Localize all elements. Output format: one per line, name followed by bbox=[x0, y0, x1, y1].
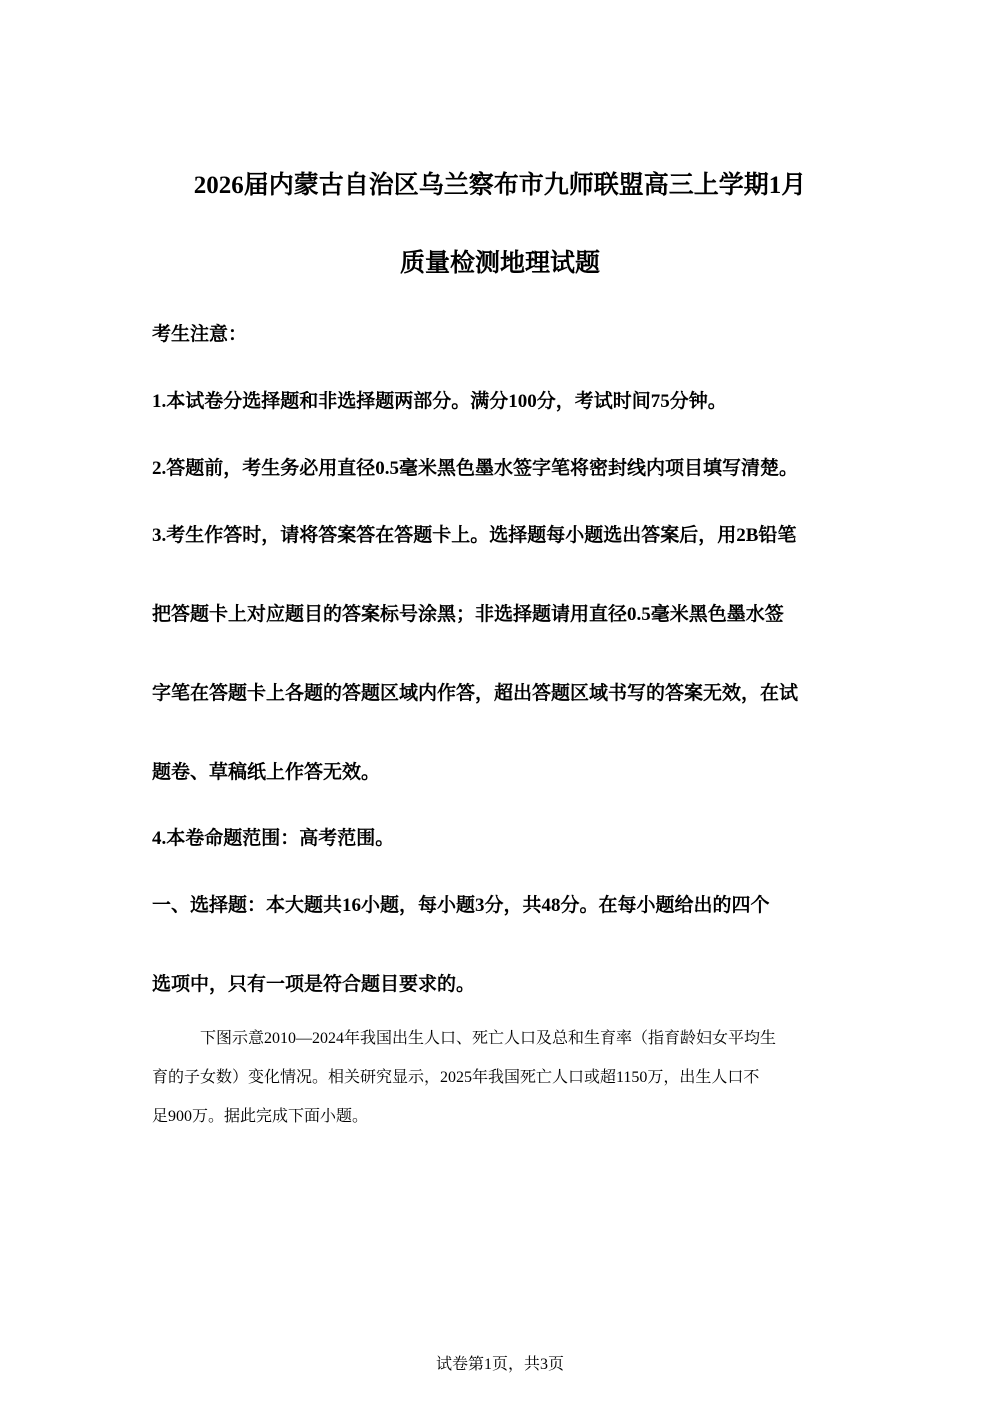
section-heading-line-2: 选项中，只有一项是符合题目要求的。 bbox=[152, 974, 476, 995]
page-footer: 试卷第1页，共3页 bbox=[435, 1356, 564, 1373]
notice-item-4: 4.本卷命题范围：高考范围。 bbox=[152, 828, 395, 849]
notice-item-3-line-1: 3.考生作答时，请将答案答在答题卡上。选择题每小题选出答案后，用2B铅笔 bbox=[152, 525, 797, 546]
notice-heading: 考生注意： bbox=[152, 324, 248, 345]
passage-line-2: 育的子女数）变化情况。相关研究显示，2025年我国死亡人口或超1150万，出生人口不 bbox=[152, 1069, 760, 1086]
exam-title-line-2: 质量检测地理试题 bbox=[399, 250, 600, 277]
passage-line-1: 下图示意2010—2024年我国出生人口、死亡人口及总和生育率（指育龄妇女平均生 bbox=[200, 1030, 777, 1047]
notice-item-3-line-4: 题卷、草稿纸上作答无效。 bbox=[152, 762, 381, 783]
exam-title-line-1: 2026届内蒙古自治区乌兰察布市九师联盟高三上学期1月 bbox=[193, 172, 807, 199]
notice-item-2: 2.答题前，考生务必用直径0.5毫米黑色墨水签字笔将密封线内项目填写清楚。 bbox=[152, 458, 799, 479]
passage-line-3: 足900万。据此完成下面小题。 bbox=[152, 1108, 369, 1125]
section-heading-line-1: 一、选择题：本大题共16小题，每小题3分，共48分。在每小题给出的四个 bbox=[152, 895, 770, 916]
notice-item-3-line-2: 把答题卡上对应题目的答案标号涂黑；非选择题请用直径0.5毫米黑色墨水签 bbox=[152, 604, 784, 625]
notice-item-1: 1.本试卷分选择题和非选择题两部分。满分100分，考试时间75分钟。 bbox=[152, 391, 727, 412]
notice-item-3-line-3: 字笔在答题卡上各题的答题区域内作答，超出答题区域书写的答案无效，在试 bbox=[152, 683, 799, 704]
